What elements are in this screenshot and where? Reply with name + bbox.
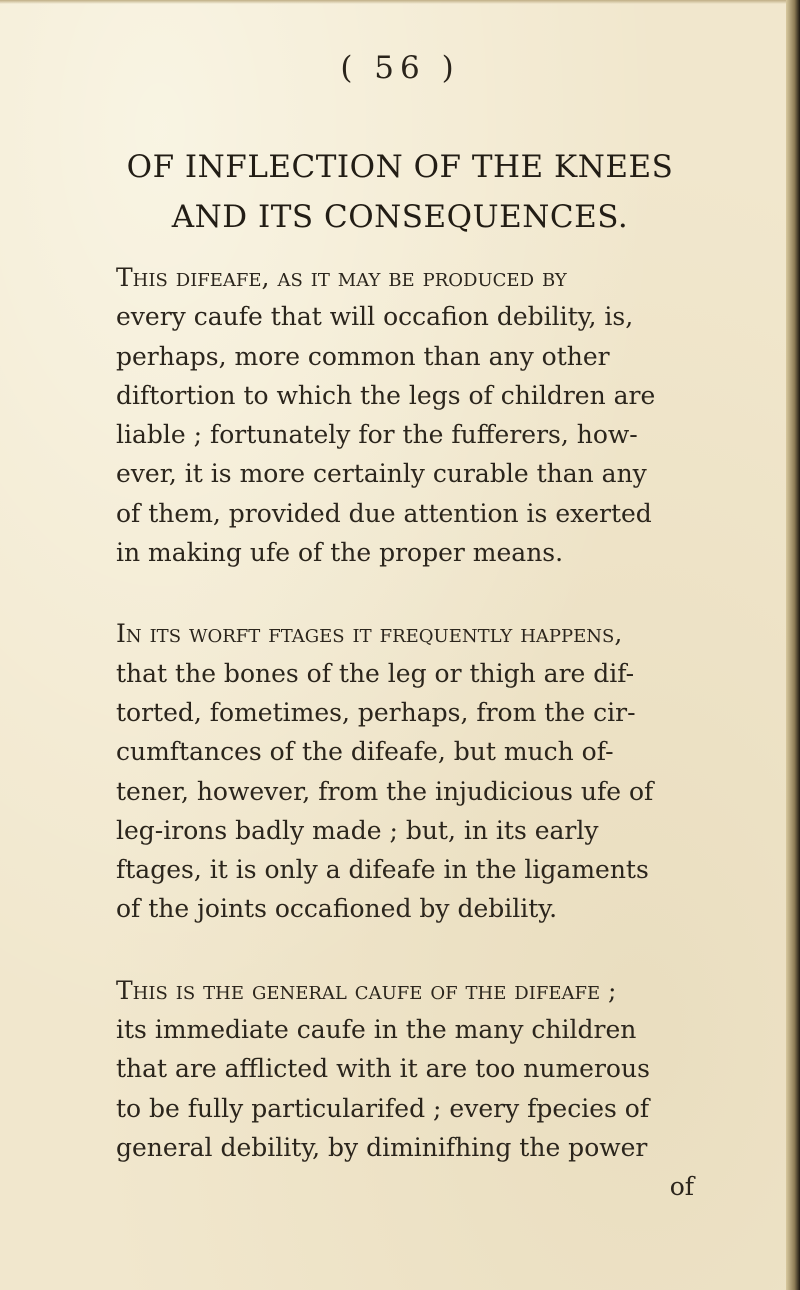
- text-line: [116, 258, 694, 297]
- text-line: liable ; fortunately for the fufferers, how-: [116, 420, 638, 450]
- text-line-content: This is the general caufe of the difeafe ;: [116, 975, 617, 1005]
- text-line: ever, it is more certainly curable than any: [116, 459, 647, 489]
- text-line: in making ufe of the proper means.: [116, 538, 564, 568]
- text-line: its immediate caufe in the many children: [116, 1015, 637, 1045]
- page-number: ( 56 ): [340, 50, 460, 86]
- chapter-title: [60, 142, 740, 242]
- text-line: cumftances of the difeafe, but much of-: [116, 737, 614, 767]
- chapter-title-line: OF INFLECTION OF THE KNEES: [126, 149, 674, 185]
- text-line-content: In its worft ftages it frequently happens,: [116, 619, 623, 649]
- text-line: to be fully particularifed ; every fpecies of: [116, 1093, 650, 1123]
- text-line-content: This difeafe, as it may be produced by: [116, 263, 567, 292]
- paragraph: [116, 258, 694, 572]
- text-line: torted, fometimes, perhaps, from the cir-: [116, 697, 636, 727]
- paragraph: [116, 971, 694, 1207]
- chapter-title-line: AND ITS CONSEQUENCES.: [171, 199, 629, 235]
- text-line: [116, 614, 694, 653]
- text-line: diftortion to which the legs of children are: [116, 380, 656, 410]
- text-line: [116, 971, 694, 1010]
- catchword: of: [669, 1172, 694, 1202]
- text-line: general debility, by diminifhing the power: [116, 1132, 648, 1162]
- text-line: that are afflicted with it are too numerous: [116, 1054, 650, 1084]
- text-line: every caufe that will occafion debility, is,: [116, 302, 634, 332]
- text-line: that the bones of the leg or thigh are dif-: [116, 658, 635, 688]
- text-line: perhaps, more common than any other: [116, 341, 610, 371]
- text-line: ftages, it is only a difeafe in the ligaments: [116, 855, 649, 885]
- text-line: leg-irons badly made ; but, in its early: [116, 815, 599, 845]
- page-binding-edge: [786, 0, 800, 1290]
- paragraph: [116, 614, 694, 928]
- text-line: tener, however, from the injudicious ufe of: [116, 776, 654, 806]
- text-line: of the joints occafioned by debility.: [116, 894, 558, 924]
- body-text: [116, 258, 694, 1207]
- page-top-edge: [0, 0, 800, 4]
- text-line: of them, provided due attention is exerted: [116, 498, 652, 528]
